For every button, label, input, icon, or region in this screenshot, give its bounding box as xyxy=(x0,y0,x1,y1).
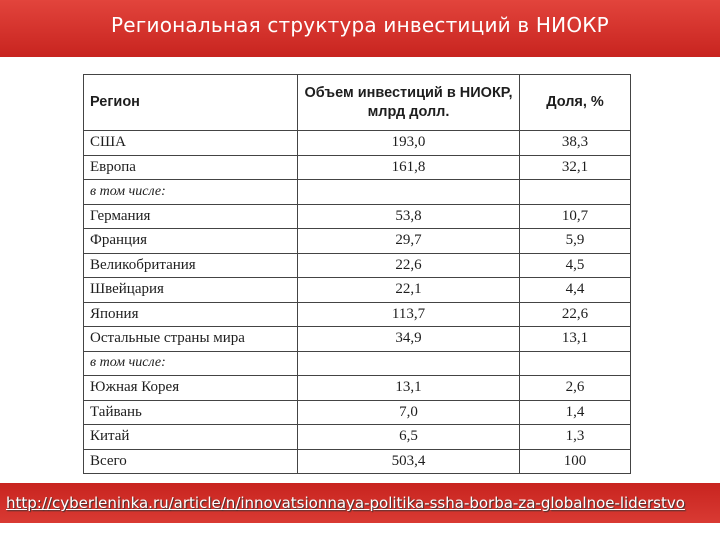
cell-share: 13,1 xyxy=(520,327,631,352)
cell-region: Франция xyxy=(84,229,298,254)
cell-region: Тайвань xyxy=(84,400,298,425)
cell-investment: 161,8 xyxy=(298,155,520,180)
table-row xyxy=(84,278,631,303)
table-row xyxy=(84,425,631,450)
cell-region: США xyxy=(84,131,298,156)
cell-investment: 6,5 xyxy=(298,425,520,450)
cell-region: Япония xyxy=(84,302,298,327)
cell-share: 4,4 xyxy=(520,278,631,303)
cell-share xyxy=(520,351,631,376)
cell-share: 32,1 xyxy=(520,155,631,180)
cell-investment: 13,1 xyxy=(298,376,520,401)
table-row xyxy=(84,204,631,229)
table-row xyxy=(84,376,631,401)
cell-investment: 193,0 xyxy=(298,131,520,156)
cell-region: Всего xyxy=(84,449,298,474)
table-header-row xyxy=(84,75,631,131)
cell-investment: 22,6 xyxy=(298,253,520,278)
cell-share xyxy=(520,180,631,205)
cell-investment: 503,4 xyxy=(298,449,520,474)
investment-table xyxy=(83,74,631,474)
table-row xyxy=(84,351,631,376)
cell-region: Европа xyxy=(84,155,298,180)
cell-investment xyxy=(298,351,520,376)
cell-investment: 29,7 xyxy=(298,229,520,254)
cell-region: Германия xyxy=(84,204,298,229)
table-row xyxy=(84,180,631,205)
cell-region: Остальные страны мира xyxy=(84,327,298,352)
cell-investment xyxy=(298,180,520,205)
table-row xyxy=(84,327,631,352)
table-row xyxy=(84,131,631,156)
table-row xyxy=(84,155,631,180)
cell-region: Китай xyxy=(84,425,298,450)
table-row xyxy=(84,302,631,327)
title-banner xyxy=(0,0,720,57)
cell-region: в том числе: xyxy=(84,180,298,205)
header-region: Регион xyxy=(84,75,298,131)
cell-share: 10,7 xyxy=(520,204,631,229)
cell-share: 2,6 xyxy=(520,376,631,401)
cell-share: 5,9 xyxy=(520,229,631,254)
cell-share: 1,4 xyxy=(520,400,631,425)
cell-share: 1,3 xyxy=(520,425,631,450)
cell-investment: 7,0 xyxy=(298,400,520,425)
source-link[interactable]: http://cyberleninka.ru/article/n/innovatsionnaya-politika-ssha-borba-za-globalnoe-liderstvo xyxy=(6,494,685,512)
cell-investment: 22,1 xyxy=(298,278,520,303)
investment-table-container xyxy=(83,74,630,474)
cell-region: Южная Корея xyxy=(84,376,298,401)
cell-share: 100 xyxy=(520,449,631,474)
cell-investment: 34,9 xyxy=(298,327,520,352)
cell-share: 22,6 xyxy=(520,302,631,327)
table-row xyxy=(84,449,631,474)
cell-region: Великобритания xyxy=(84,253,298,278)
cell-share: 4,5 xyxy=(520,253,631,278)
table-row xyxy=(84,229,631,254)
table-row xyxy=(84,400,631,425)
cell-share: 38,3 xyxy=(520,131,631,156)
header-share: Доля, % xyxy=(520,75,631,131)
cell-region: в том числе: xyxy=(84,351,298,376)
slide-title: Региональная структура инвестиций в НИОКР xyxy=(111,12,609,37)
source-banner xyxy=(0,483,720,523)
table-row xyxy=(84,253,631,278)
cell-region: Швейцария xyxy=(84,278,298,303)
cell-investment: 53,8 xyxy=(298,204,520,229)
cell-investment: 113,7 xyxy=(298,302,520,327)
header-investment: Объем инвестиций в НИОКР, млрд долл. xyxy=(298,75,520,131)
